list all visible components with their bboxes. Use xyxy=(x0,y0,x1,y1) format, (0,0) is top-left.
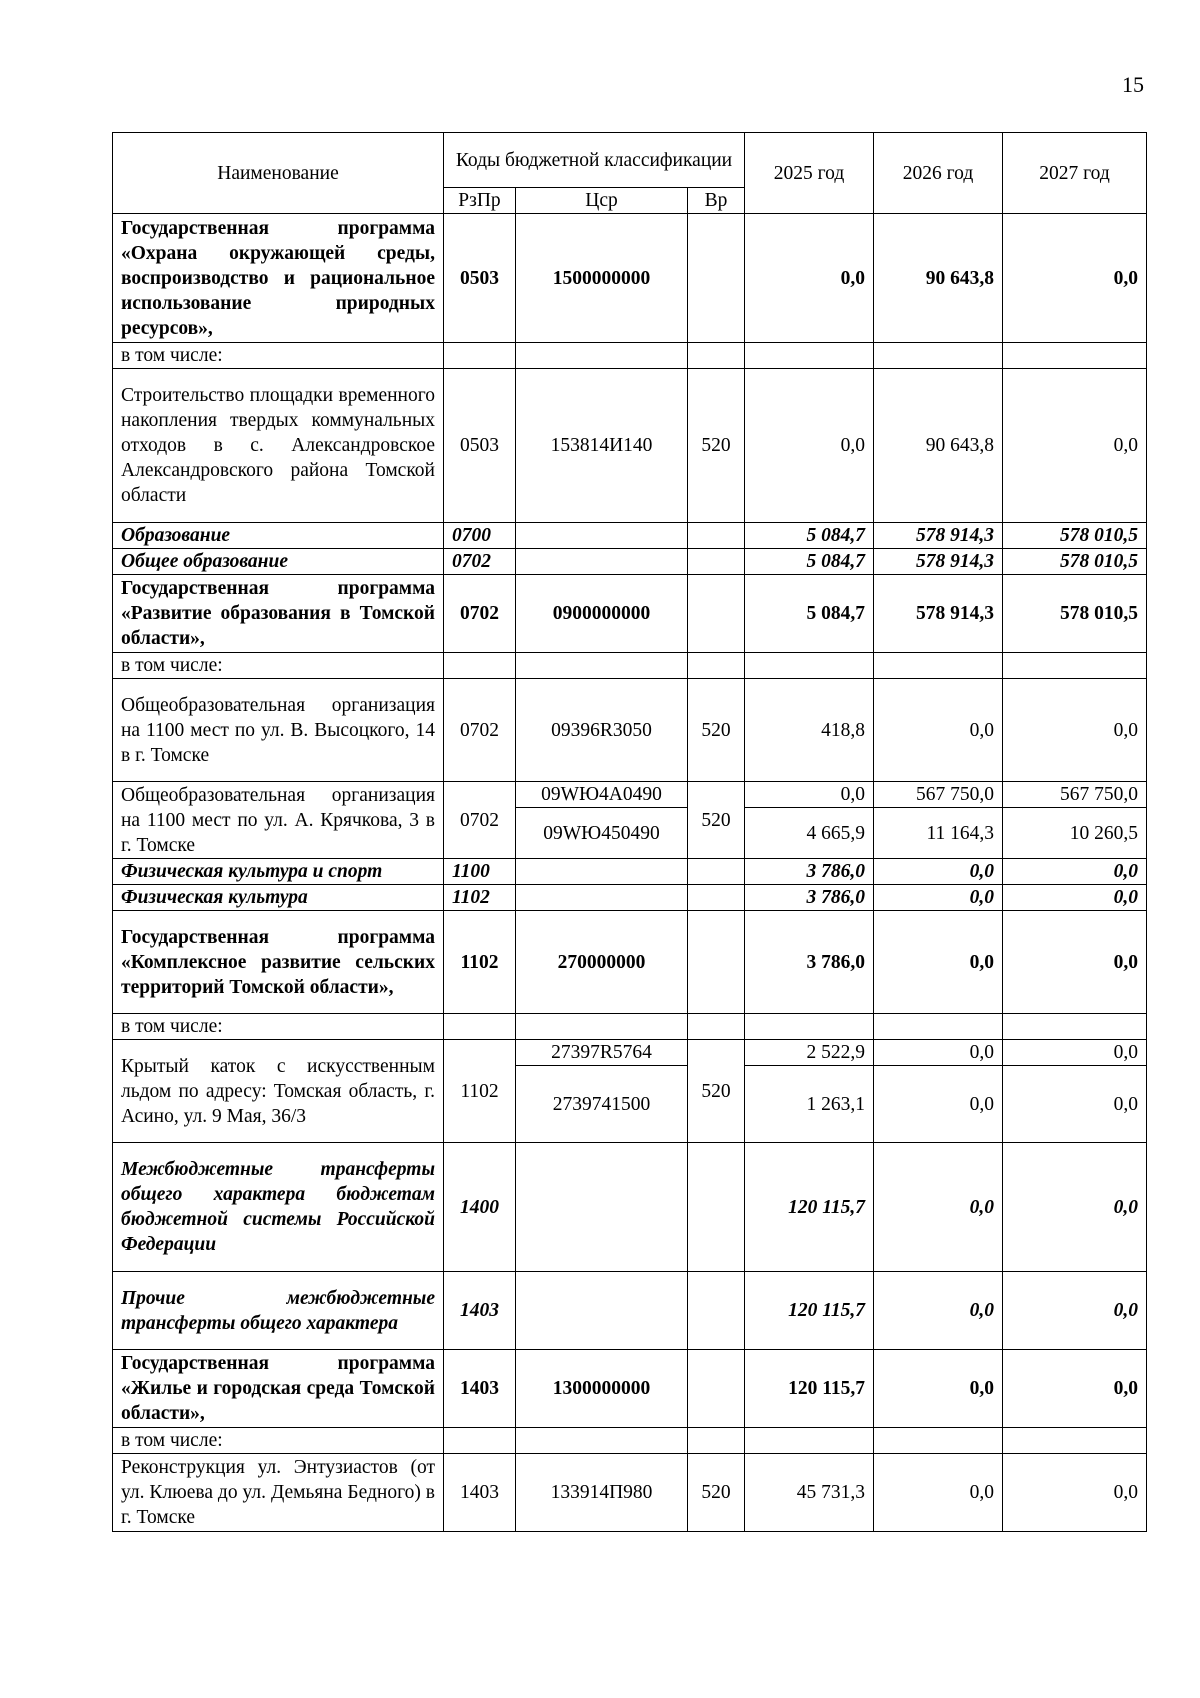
row-2026: 578 914,3 xyxy=(874,523,1003,549)
row-name: Крытый каток с искусственным льдом по адресу: Томская область, г. Асино, ул. 9 Мая, 36/3 xyxy=(113,1040,444,1143)
row-2025: 0,0 xyxy=(745,214,874,343)
row-rzpr: 1400 xyxy=(444,1143,516,1272)
row-name: Строительство площадки временного накопления твердых коммунальных отходов в с. Александровское Александровского района Томской области xyxy=(113,369,444,523)
table-row xyxy=(113,214,1147,343)
row-2027: 0,0 xyxy=(1003,1272,1147,1350)
row-name: Общеобразовательная организация на 1100 мест по ул. В. Высоцкого, 14 в г. Томске xyxy=(113,679,444,782)
table-row xyxy=(113,1014,1147,1040)
row-2025: 418,8 xyxy=(745,679,874,782)
table-row xyxy=(113,1428,1147,1454)
table-row xyxy=(113,1272,1147,1350)
table-row xyxy=(113,911,1147,1014)
row-rzpr: 1403 xyxy=(444,1454,516,1532)
row-2025: 5 084,7 xyxy=(745,523,874,549)
row-2027: 0,0 xyxy=(1003,859,1147,885)
row-csr: 09WЮ4А0490 xyxy=(516,782,688,808)
row-name: в том числе: xyxy=(113,1428,444,1454)
row-vr: 520 xyxy=(688,782,745,859)
row-2025: 2 522,9 xyxy=(745,1040,874,1066)
row-2025: 0,0 xyxy=(745,782,874,808)
row-rzpr: 1403 xyxy=(444,1350,516,1428)
row-rzpr: 0503 xyxy=(444,369,516,523)
row-2025: 0,0 xyxy=(745,369,874,523)
row-2027: 567 750,0 xyxy=(1003,782,1147,808)
row-name: в том числе: xyxy=(113,1014,444,1040)
row-name: Государственная программа «Охрана окружающей среды, воспроизводство и рациональное использование природных ресурсов», xyxy=(113,214,444,343)
table-row xyxy=(113,782,1147,808)
row-csr: 09WЮ450490 xyxy=(516,808,688,859)
row-csr: 0900000000 xyxy=(516,575,688,653)
row-2027: 0,0 xyxy=(1003,369,1147,523)
row-2027: 0,0 xyxy=(1003,214,1147,343)
row-rzpr: 0702 xyxy=(444,549,516,575)
row-rzpr: 0702 xyxy=(444,679,516,782)
row-2027: 0,0 xyxy=(1003,1066,1147,1143)
header-name: Наименование xyxy=(113,133,444,214)
row-csr: 27397R5764 xyxy=(516,1040,688,1066)
row-2027: 0,0 xyxy=(1003,911,1147,1014)
table-row xyxy=(113,369,1147,523)
row-2025: 120 115,7 xyxy=(745,1350,874,1428)
row-rzpr: 1102 xyxy=(444,1040,516,1143)
header-2025: 2025 год xyxy=(745,133,874,214)
row-name: Государственная программа «Комплексное развитие сельских территорий Томской области», xyxy=(113,911,444,1014)
row-vr: 520 xyxy=(688,1040,745,1143)
row-name: Межбюджетные трансферты общего характера бюджетам бюджетной системы Российской Федерации xyxy=(113,1143,444,1272)
table-row xyxy=(113,523,1147,549)
row-2026: 0,0 xyxy=(874,1143,1003,1272)
row-rzpr: 0702 xyxy=(444,575,516,653)
row-csr: 153814И140 xyxy=(516,369,688,523)
row-rzpr: 0700 xyxy=(444,523,516,549)
row-name: Прочие межбюджетные трансферты общего характера xyxy=(113,1272,444,1350)
row-2026: 0,0 xyxy=(874,859,1003,885)
row-2026: 578 914,3 xyxy=(874,549,1003,575)
row-2026: 0,0 xyxy=(874,911,1003,1014)
row-name: Государственная программа «Жилье и городская среда Томской области», xyxy=(113,1350,444,1428)
row-2027: 0,0 xyxy=(1003,1040,1147,1066)
row-vr: 520 xyxy=(688,1454,745,1532)
page-number: 15 xyxy=(1122,72,1144,97)
table-row xyxy=(113,1454,1147,1532)
row-2026: 0,0 xyxy=(874,1350,1003,1428)
header-2026: 2026 год xyxy=(874,133,1003,214)
row-vr: 520 xyxy=(688,679,745,782)
header-row xyxy=(113,133,1147,188)
table-row xyxy=(113,653,1147,679)
row-2026: 0,0 xyxy=(874,1272,1003,1350)
row-2025: 1 263,1 xyxy=(745,1066,874,1143)
row-name: Реконструкция ул. Энтузиастов (от ул. Клюева до ул. Демьяна Бедного) в г. Томске xyxy=(113,1454,444,1532)
row-name: Физическая культура xyxy=(113,885,444,911)
row-2025: 3 786,0 xyxy=(745,911,874,1014)
row-name: Образование xyxy=(113,523,444,549)
table-row xyxy=(113,1143,1147,1272)
row-name: в том числе: xyxy=(113,343,444,369)
header-codes: Коды бюджетной классификации xyxy=(444,133,745,188)
row-2026: 578 914,3 xyxy=(874,575,1003,653)
table-row xyxy=(113,1040,1147,1066)
row-2026: 0,0 xyxy=(874,885,1003,911)
row-2026: 11 164,3 xyxy=(874,808,1003,859)
row-2026: 0,0 xyxy=(874,1040,1003,1066)
row-2027: 0,0 xyxy=(1003,1350,1147,1428)
row-csr: 1500000000 xyxy=(516,214,688,343)
row-rzpr: 1102 xyxy=(444,911,516,1014)
header-csr: Цср xyxy=(516,188,688,214)
row-csr: 133914П980 xyxy=(516,1454,688,1532)
row-2026: 0,0 xyxy=(874,1454,1003,1532)
row-2025: 4 665,9 xyxy=(745,808,874,859)
row-2027: 10 260,5 xyxy=(1003,808,1147,859)
row-name: Государственная программа «Развитие образования в Томской области», xyxy=(113,575,444,653)
row-2025: 45 731,3 xyxy=(745,1454,874,1532)
row-vr: 520 xyxy=(688,369,745,523)
budget-table xyxy=(112,132,1147,1532)
table-row xyxy=(113,859,1147,885)
row-name: Общее образование xyxy=(113,549,444,575)
row-rzpr: 1403 xyxy=(444,1272,516,1350)
row-csr: 270000000 xyxy=(516,911,688,1014)
row-2025: 5 084,7 xyxy=(745,549,874,575)
row-2027: 578 010,5 xyxy=(1003,575,1147,653)
row-2027: 578 010,5 xyxy=(1003,549,1147,575)
row-2025: 3 786,0 xyxy=(745,859,874,885)
row-2025: 120 115,7 xyxy=(745,1143,874,1272)
row-2026: 0,0 xyxy=(874,1066,1003,1143)
header-vr: Вр xyxy=(688,188,745,214)
table-row xyxy=(113,679,1147,782)
row-csr: 09396R3050 xyxy=(516,679,688,782)
row-2025: 3 786,0 xyxy=(745,885,874,911)
row-2026: 90 643,8 xyxy=(874,214,1003,343)
row-2026: 567 750,0 xyxy=(874,782,1003,808)
row-name: в том числе: xyxy=(113,653,444,679)
row-rzpr: 0503 xyxy=(444,214,516,343)
table-row xyxy=(113,343,1147,369)
row-rzpr: 0702 xyxy=(444,782,516,859)
row-vr xyxy=(688,214,745,343)
row-2025: 5 084,7 xyxy=(745,575,874,653)
table-row xyxy=(113,575,1147,653)
table-row xyxy=(113,549,1147,575)
row-2026: 0,0 xyxy=(874,679,1003,782)
row-rzpr: 1100 xyxy=(444,859,516,885)
row-csr: 1300000000 xyxy=(516,1350,688,1428)
row-name: Физическая культура и спорт xyxy=(113,859,444,885)
row-2027: 0,0 xyxy=(1003,679,1147,782)
table-row xyxy=(113,1350,1147,1428)
row-2027: 0,0 xyxy=(1003,1454,1147,1532)
header-2027: 2027 год xyxy=(1003,133,1147,214)
table-row xyxy=(113,885,1147,911)
row-rzpr: 1102 xyxy=(444,885,516,911)
row-name: Общеобразовательная организация на 1100 мест по ул. А. Крячкова, 3 в г. Томске xyxy=(113,782,444,859)
header-rzpr: РзПр xyxy=(444,188,516,214)
row-2026: 90 643,8 xyxy=(874,369,1003,523)
row-csr: 2739741500 xyxy=(516,1066,688,1143)
row-2027: 578 010,5 xyxy=(1003,523,1147,549)
row-2027: 0,0 xyxy=(1003,1143,1147,1272)
row-2027: 0,0 xyxy=(1003,885,1147,911)
row-2025: 120 115,7 xyxy=(745,1272,874,1350)
